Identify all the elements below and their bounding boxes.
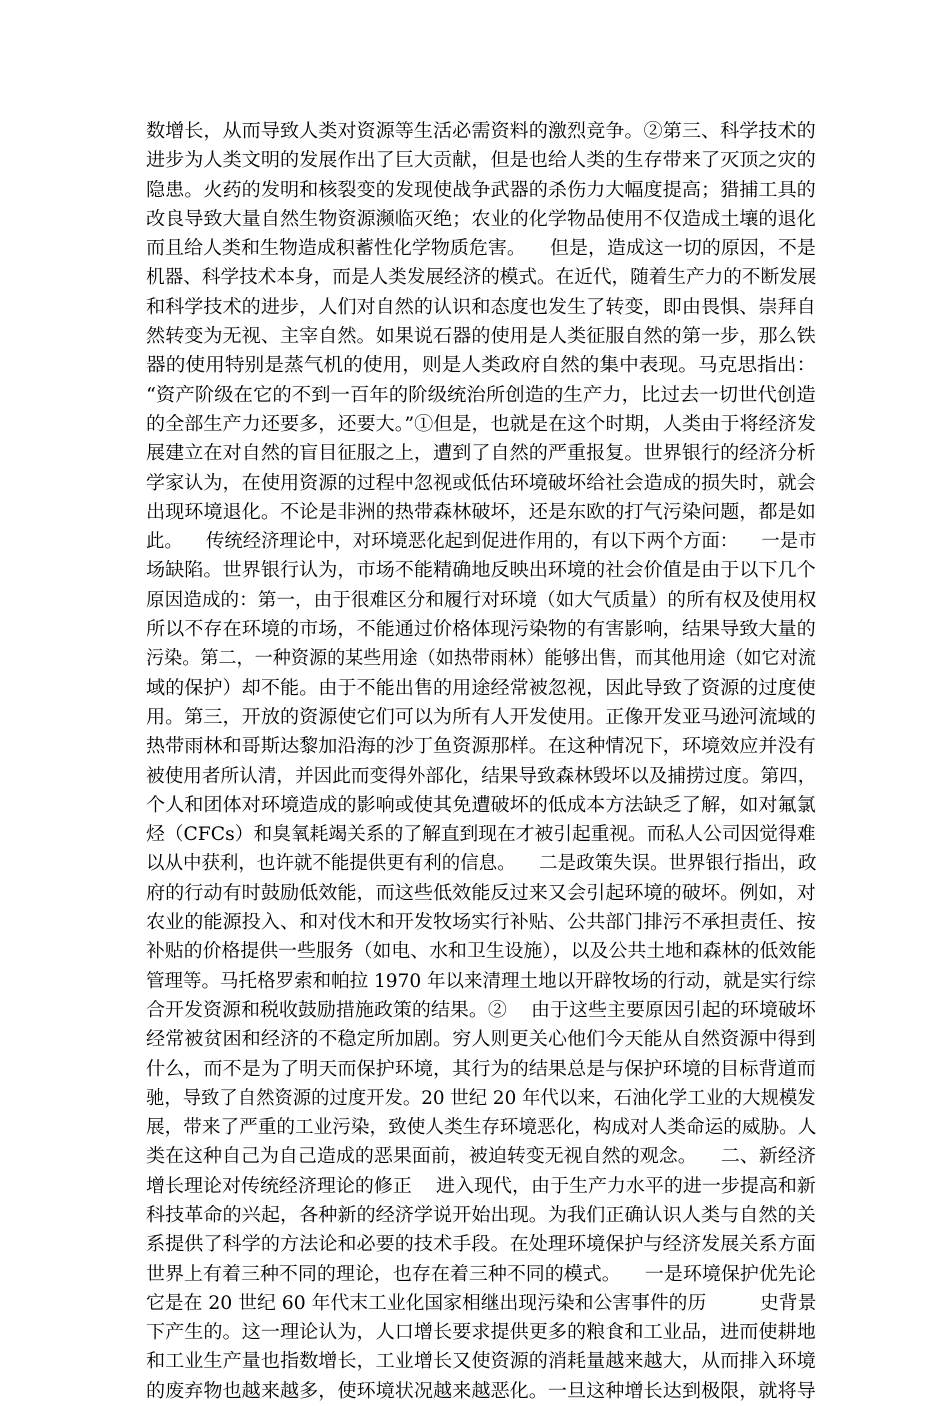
text-line: 什么，而不是为了明天而保护环境，其行为的结果总是与保护环境的目标背道而 [146, 1058, 816, 1080]
text-line: 原因造成的：第一，由于很难区分和履行对环境（如大气质量）的所有权及使用权 [146, 589, 817, 611]
text-line: 展建立在对自然的盲目征服之上，遭到了自然的严重报复。世界银行的经济分析 [146, 443, 816, 465]
text-line: 而且给人类和生物造成积蓄性化学物质危害。 但是，造成这一切的原因，不是 [146, 238, 816, 260]
text-line: 的全部生产力还要多，还要大。”①但是，也就是在这个时期，人类由于将经济发 [146, 413, 816, 435]
text-line: 农业的能源投入、和对伐木和开发牧场实行补贴、公共部门排污不承担责任、按 [146, 912, 816, 934]
text-line: 被使用者所认清，并因此而变得外部化，结果导致森林毁坏以及捕捞过度。第四， [146, 765, 817, 787]
text-line: 补贴的价格提供一些服务（如电、水和卫生设施），以及公共土地和森林的低效能 [146, 941, 817, 963]
text-line: 和工业生产量也指数增长，工业增长又使资源的消耗量越来越大，从而排入环境 [146, 1351, 816, 1373]
text-line: 经常被贫困和经济的不稳定所加剧。穷人则更关心他们今天能从自然资源中得到 [146, 1029, 816, 1051]
text-line: 下产生的。这一理论认为，人口增长要求提供更多的粮食和工业品，进而使耕地 [146, 1322, 816, 1344]
text-line: 出现环境退化。不论是非洲的热带森林破坏，还是东欧的打气污染问题，都是如 [146, 501, 816, 523]
text-line: 和科学技术的进步，人们对自然的认识和态度也发生了转变，即由畏惧、崇拜自 [146, 296, 816, 318]
text-line: 学家认为，在使用资源的过程中忽视或低估环境破坏给社会造成的损失时，就会 [146, 472, 816, 494]
body-text [146, 117, 816, 1406]
text-line: 数增长，从而导致人类对资源等生活必需资料的激烈竞争。②第三、科学技术的 [146, 121, 816, 142]
text-line: 以从中获利，也许就不能提供更有利的信息。 二是政策失误。世界银行指出，政 [146, 853, 817, 875]
text-line: 用。第三，开放的资源使它们可以为所有人开发使用。正像开发亚马逊河流域的 [146, 706, 816, 728]
text-line: 系提供了科学的方法论和必要的技术手段。在处理环境保护与经济发展关系方面 [146, 1234, 816, 1256]
text-line: 场缺陷。世界银行认为，市场不能精确地反映出环境的社会价值是由于以下几个 [146, 560, 816, 582]
text-line: 科技革命的兴起，各种新的经济学说开始出现。为我们正确认识人类与自然的关 [146, 1204, 816, 1226]
text-line: 域的保护）却不能。由于不能出售的用途经常被忽视，因此导致了资源的过度使 [146, 677, 816, 699]
text-line: 所以不存在环境的市场，不能通过价格体现污染物的有害影响，结果导致大量的 [146, 619, 816, 641]
text-line: 隐患。火药的发明和核裂变的发现使战争武器的杀伤力大幅度提高；猎捕工具的 [146, 179, 816, 201]
text-line: 机器、科学技术本身，而是人类发展经济的模式。在近代，随着生产力的不断发展 [146, 267, 817, 289]
text-line: 府的行动有时鼓励低效能，而这些低效能反过来又会引起环境的破坏。例如，对 [146, 882, 816, 904]
text-line: 烃（CFCs）和臭氧耗竭关系的了解直到现在才被引起重视。而私人公司因觉得难 [146, 824, 816, 846]
text-line: 个人和团体对环境造成的影响或使其免遭破坏的低成本方法缺乏了解，如对氟氯 [146, 794, 816, 816]
text-line: 驰，导致了自然资源的过度开发。20 世纪 20 年代以来，石油化学工业的大规模发 [146, 1087, 816, 1109]
text-line: 管理等。马托格罗索和帕拉 1970 年以来清理土地以开辟牧场的行动，就是实行综 [146, 970, 816, 992]
text-line: 污染。第二，一种资源的某些用途（如热带雨林）能够出售，而其他用途（如它对流 [146, 648, 816, 670]
text-line: 合开发资源和税收鼓励措施政策的结果。② 由于这些主要原因引起的环境破坏 [146, 999, 816, 1021]
text-line: 此。 传统经济理论中，对环境恶化起到促进作用的，有以下两个方面： 一是市 [146, 531, 817, 553]
text-line: “资产阶级在它的不到一百年的阶级统治所创造的生产力，比过去一切世代创造 [146, 384, 816, 406]
text-line: 热带雨林和哥斯达黎加沿海的沙丁鱼资源那样。在这种情况下，环境效应并没有 [146, 736, 816, 758]
text-line: 它是在 20 世纪 60 年代末工业化国家相继出现污染和公害事件的历 史背景 [146, 1292, 817, 1314]
text-line: 的废弃物也越来越多，使环境状况越来越恶化。一旦这种增长达到极限，就将导 [146, 1380, 816, 1402]
text-line: 增长理论对传统经济理论的修正 进入现代，由于生产力水平的进一步提高和新 [146, 1175, 816, 1197]
text-line: 然转变为无视、主宰自然。如果说石器的使用是人类征服自然的第一步，那么铁 [146, 326, 816, 348]
text-line: 展，带来了严重的工业污染，致使人类生存环境恶化，构成对人类命运的威胁。人 [146, 1117, 817, 1139]
text-line: 改良导致大量自然生物资源濒临灭绝；农业的化学物品使用不仅造成土壤的退化 [146, 208, 816, 230]
text-line: 类在这种自己为自己造成的恶果面前，被迫转变无视自然的观念。 二、新经济 [146, 1146, 816, 1168]
text-line: 世界上有着三种不同的理论，也存在着三种不同的模式。 一是环境保护优先论 [146, 1263, 816, 1285]
text-line: 进步为人类文明的发展作出了巨大贡献，但是也给人类的生存带来了灭顶之灾的 [146, 150, 816, 172]
text-line: 器的使用特别是蒸气机的使用，则是人类政府自然的集中表现。马克思指出： [146, 355, 817, 377]
